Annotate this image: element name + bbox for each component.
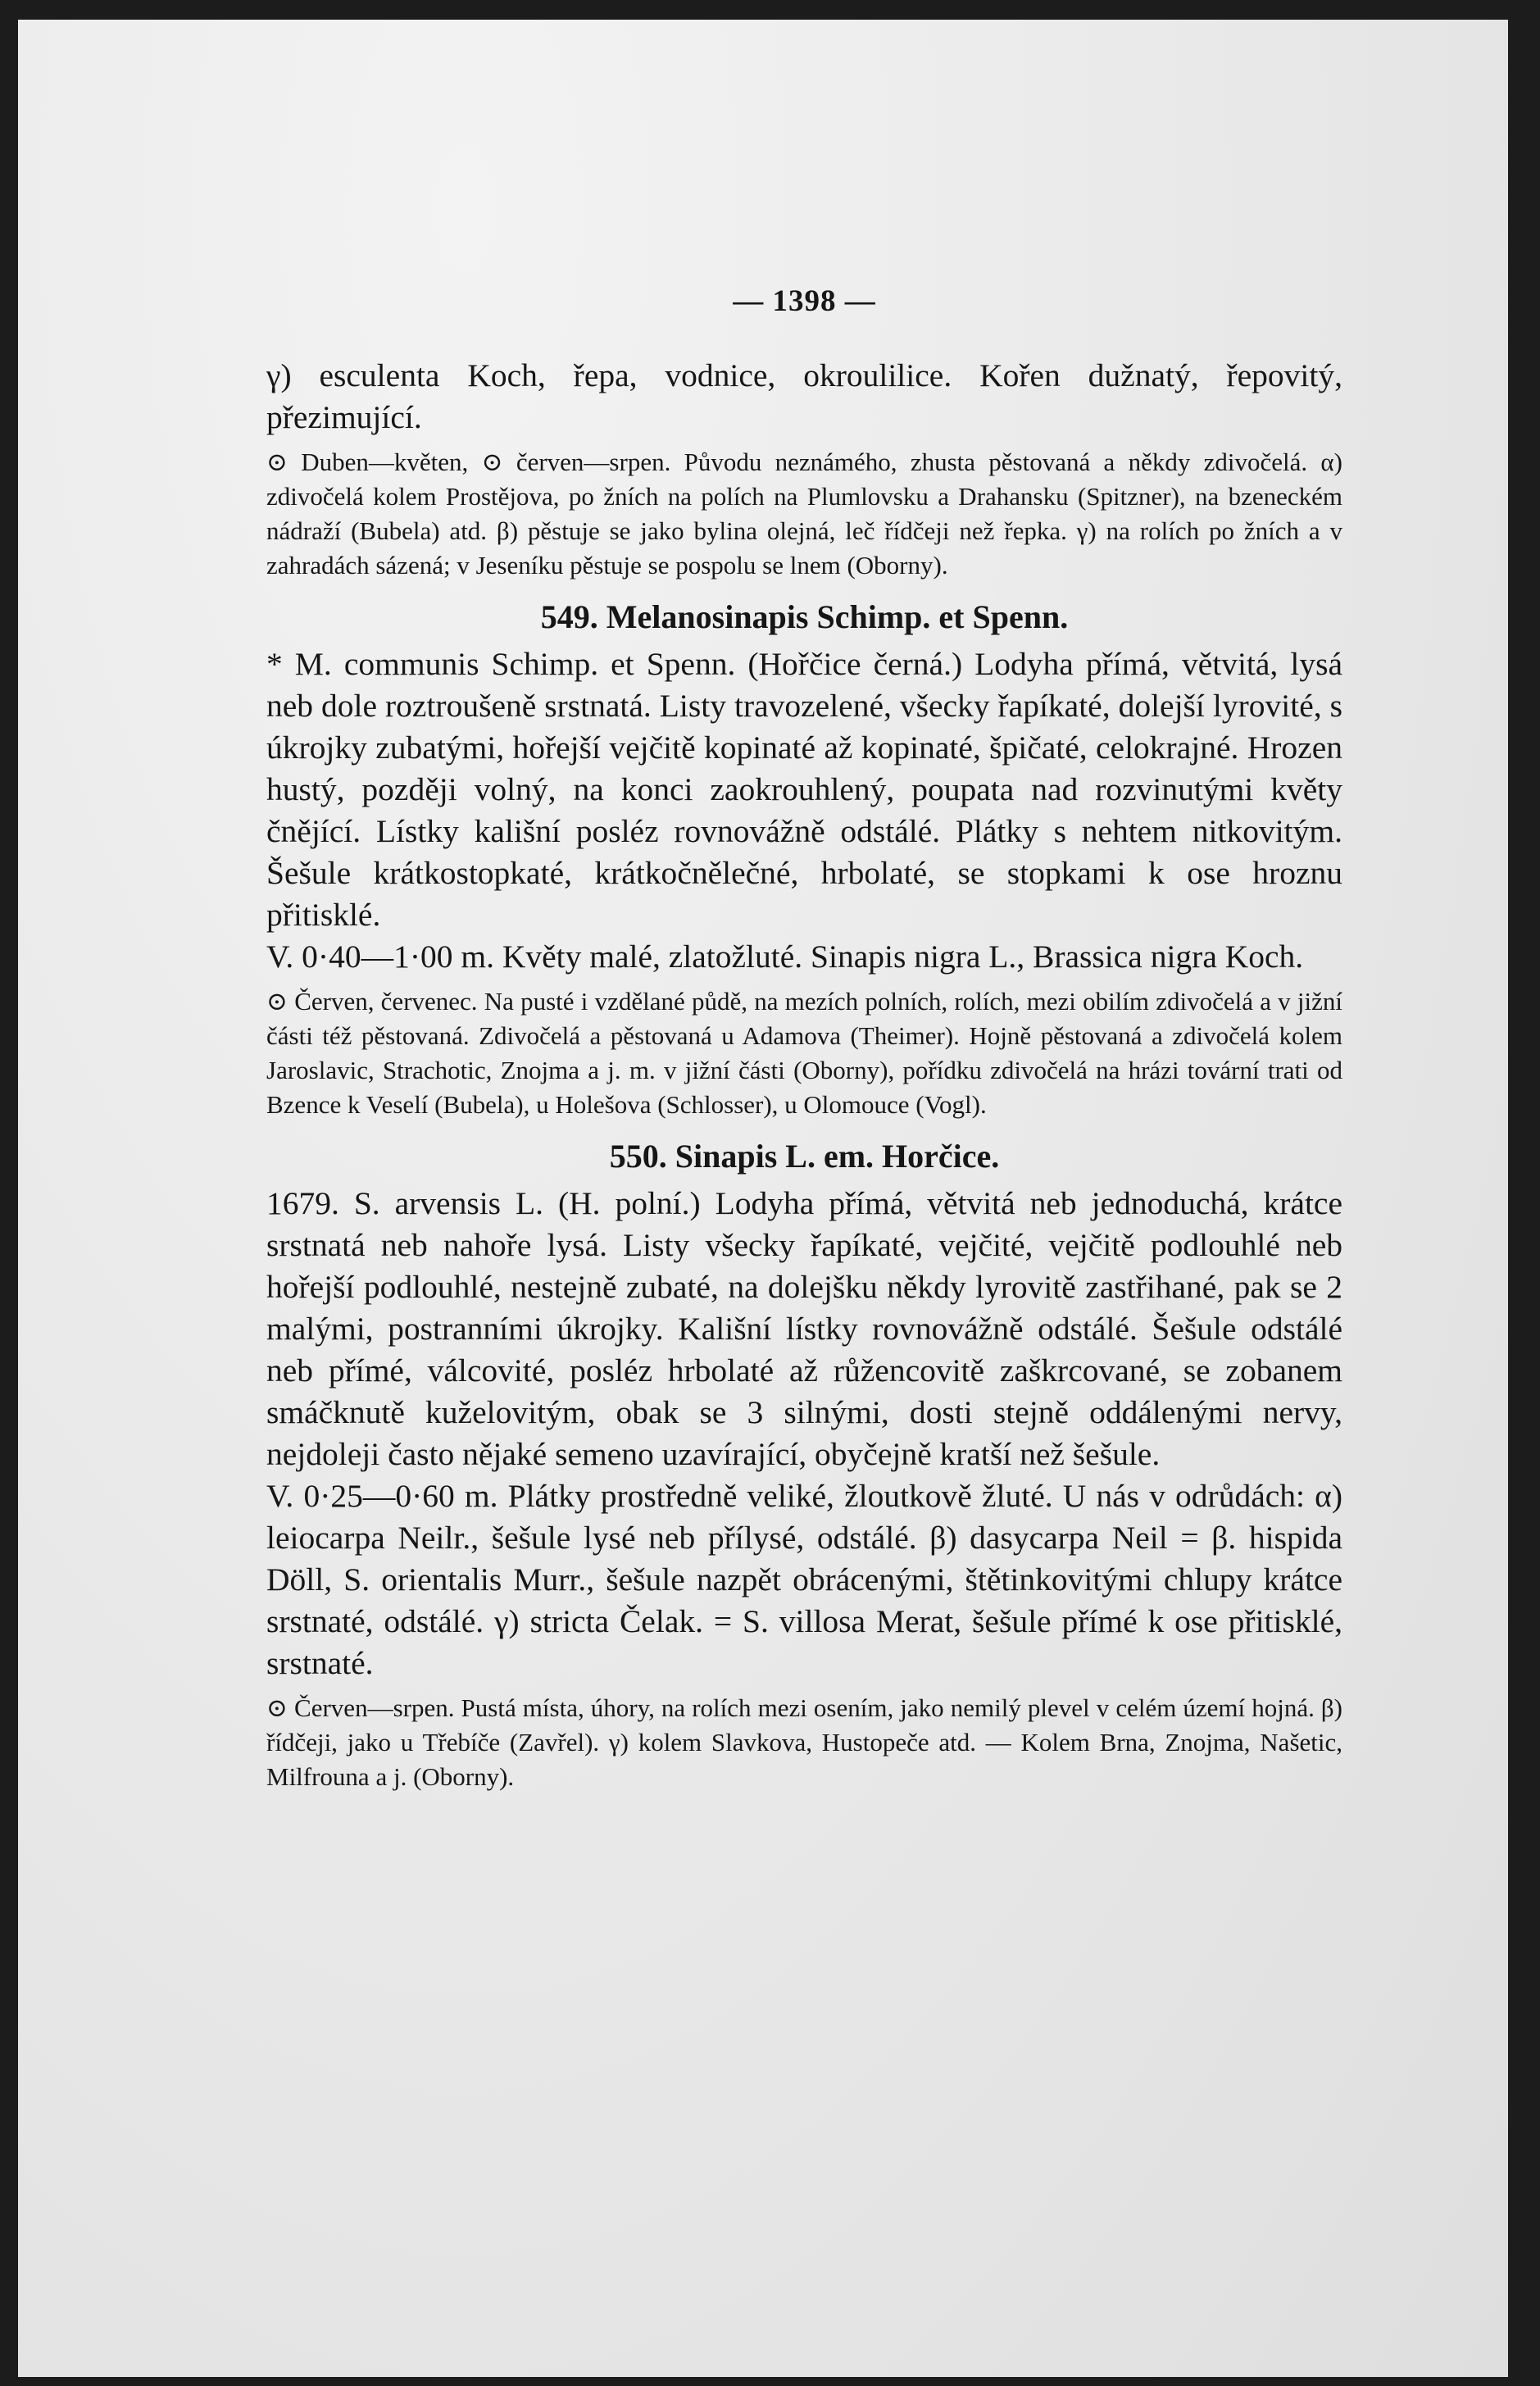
page-text xyxy=(266,284,1342,1794)
genus-heading-melanosinapis: 549. Melanosinapis Schimp. et Spenn. xyxy=(540,598,1069,635)
paragraph-sinapis-varieties: V. 0·25—0·60 m. Plátky prostředně veliké, žloutkově žluté. U nás v odrůdách: α) leiocarpa Neilr., šešule lysé neb přílysé, odstálé. β) dasycarpa Neil = β. hispida Döll, S. orientalis Murr., šešule nazpět obrácenými, štětinkovitými chlupy krátce srstnaté, odstálé. γ) stricta Čelak. = S. villosa Merat, šešule přímé k ose přitisklé, srstnaté. xyxy=(266,1478,1342,1681)
page-number: — 1398 — xyxy=(733,284,876,318)
genus-heading-sinapis: 550. Sinapis L. em. Horčice. xyxy=(609,1138,1000,1175)
paragraph-melanosinapis-distribution: ⊙ Červen, červenec. Na pusté i vzdělané půdě, na mezích polních, rolích, mezi obilím zdivočelá a v jižní části též pěstovaná. Zdivočelá a pěstovaná u Adamova (Theimer). Hojně pěstovaná a zdivočelá kolem Jaroslavic, Strachotic, Znojma a j. m. v jižní části (Oborny), pořídku zdivočelá na hrázi tovární trati od Bzence k Veselí (Bubela), u Holešova (Schlosser), u Olomouce (Vogl). xyxy=(266,987,1342,1119)
paragraph-esculenta: γ) esculenta Koch, řepa, vodnice, okroulilice. Kořen dužnatý, řepovitý, přezimující. xyxy=(266,357,1342,435)
paragraph-melanosinapis-size: V. 0·40—1·00 m. Květy malé, zlatožluté. Sinapis nigra L., Brassica nigra Koch. xyxy=(266,938,1304,975)
paragraph-sinapis-distribution: ⊙ Červen—srpen. Pustá místa, úhory, na rolích mezi osením, jako nemilý plevel v celém území hojná. β) řídčeji, jako u Třebíče (Zavřel). γ) kolem Slavkova, Hustopeče atd. — Kolem Brna, Znojma, Našetic, Milfrouna a j. (Oborny). xyxy=(266,1693,1342,1791)
paragraph-esculenta-distribution: ⊙ Duben—květen, ⊙ červen—srpen. Původu neznámého, zhusta pěstovaná a někdy zdivočelá. α) zdivočelá kolem Prostějova, po žních na polích na Plumlovsku a Drahansku (Spitzner), na bzeneckém nádraží (Bubela) atd. β) pěstuje se jako bylina olejná, leč řídčeji než řepka. γ) na rolích po žních a v zahradách sázená; v Jeseníku pěstuje se pospolu se lnem (Oborny). xyxy=(266,448,1342,579)
paragraph-sinapis-arvensis: 1679. S. arvensis L. (H. polní.) Lodyha přímá, větvitá neb jednoduchá, krátce srstnatá neb nahoře lysá. Listy všecky řapíkaté, vejčité, vejčitě podlouhlé neb hořejší podlouhlé, nestejně zubaté, na dolejšku někdy lyrovitě zastřihané, pak se 2 malými, postranními úkrojky. Kališní lístky rovnovážně odstálé. Šešule odstálé neb přímé, válcovité, posléz hrbolaté až růžencovitě zaškrcované, se zobanem smáčknutě kuželovitým, obak se 3 silnými, dosti stejně oddálenými nervy, nejdoleji často nějaké semeno uzavírající, obyčejně kratší než šešule. xyxy=(266,1185,1342,1472)
page-sheet xyxy=(18,20,1508,2377)
paragraph-melanosinapis-communis: * M. communis Schimp. et Spenn. (Hořčice černá.) Lodyha přímá, větvitá, lysá neb dole roztroušeně srstnatá. Listy travozelené, všecky řapíkaté, dolejší lyrovité, s úkrojky zubatými, hořejší vejčitě kopinaté až kopinaté, špičaté, celokrajné. Hrozen hustý, později volný, na konci zaokrouhlený, poupata nad rozvinutými květy čnějící. Lístky kališní posléz rovnovážně odstálé. Plátky s nehtem nitkovitým. Šešule krátkostopkaté, krátkočnělečné, hrbolaté, se stopkami k ose hroznu přitisklé. xyxy=(266,646,1342,933)
